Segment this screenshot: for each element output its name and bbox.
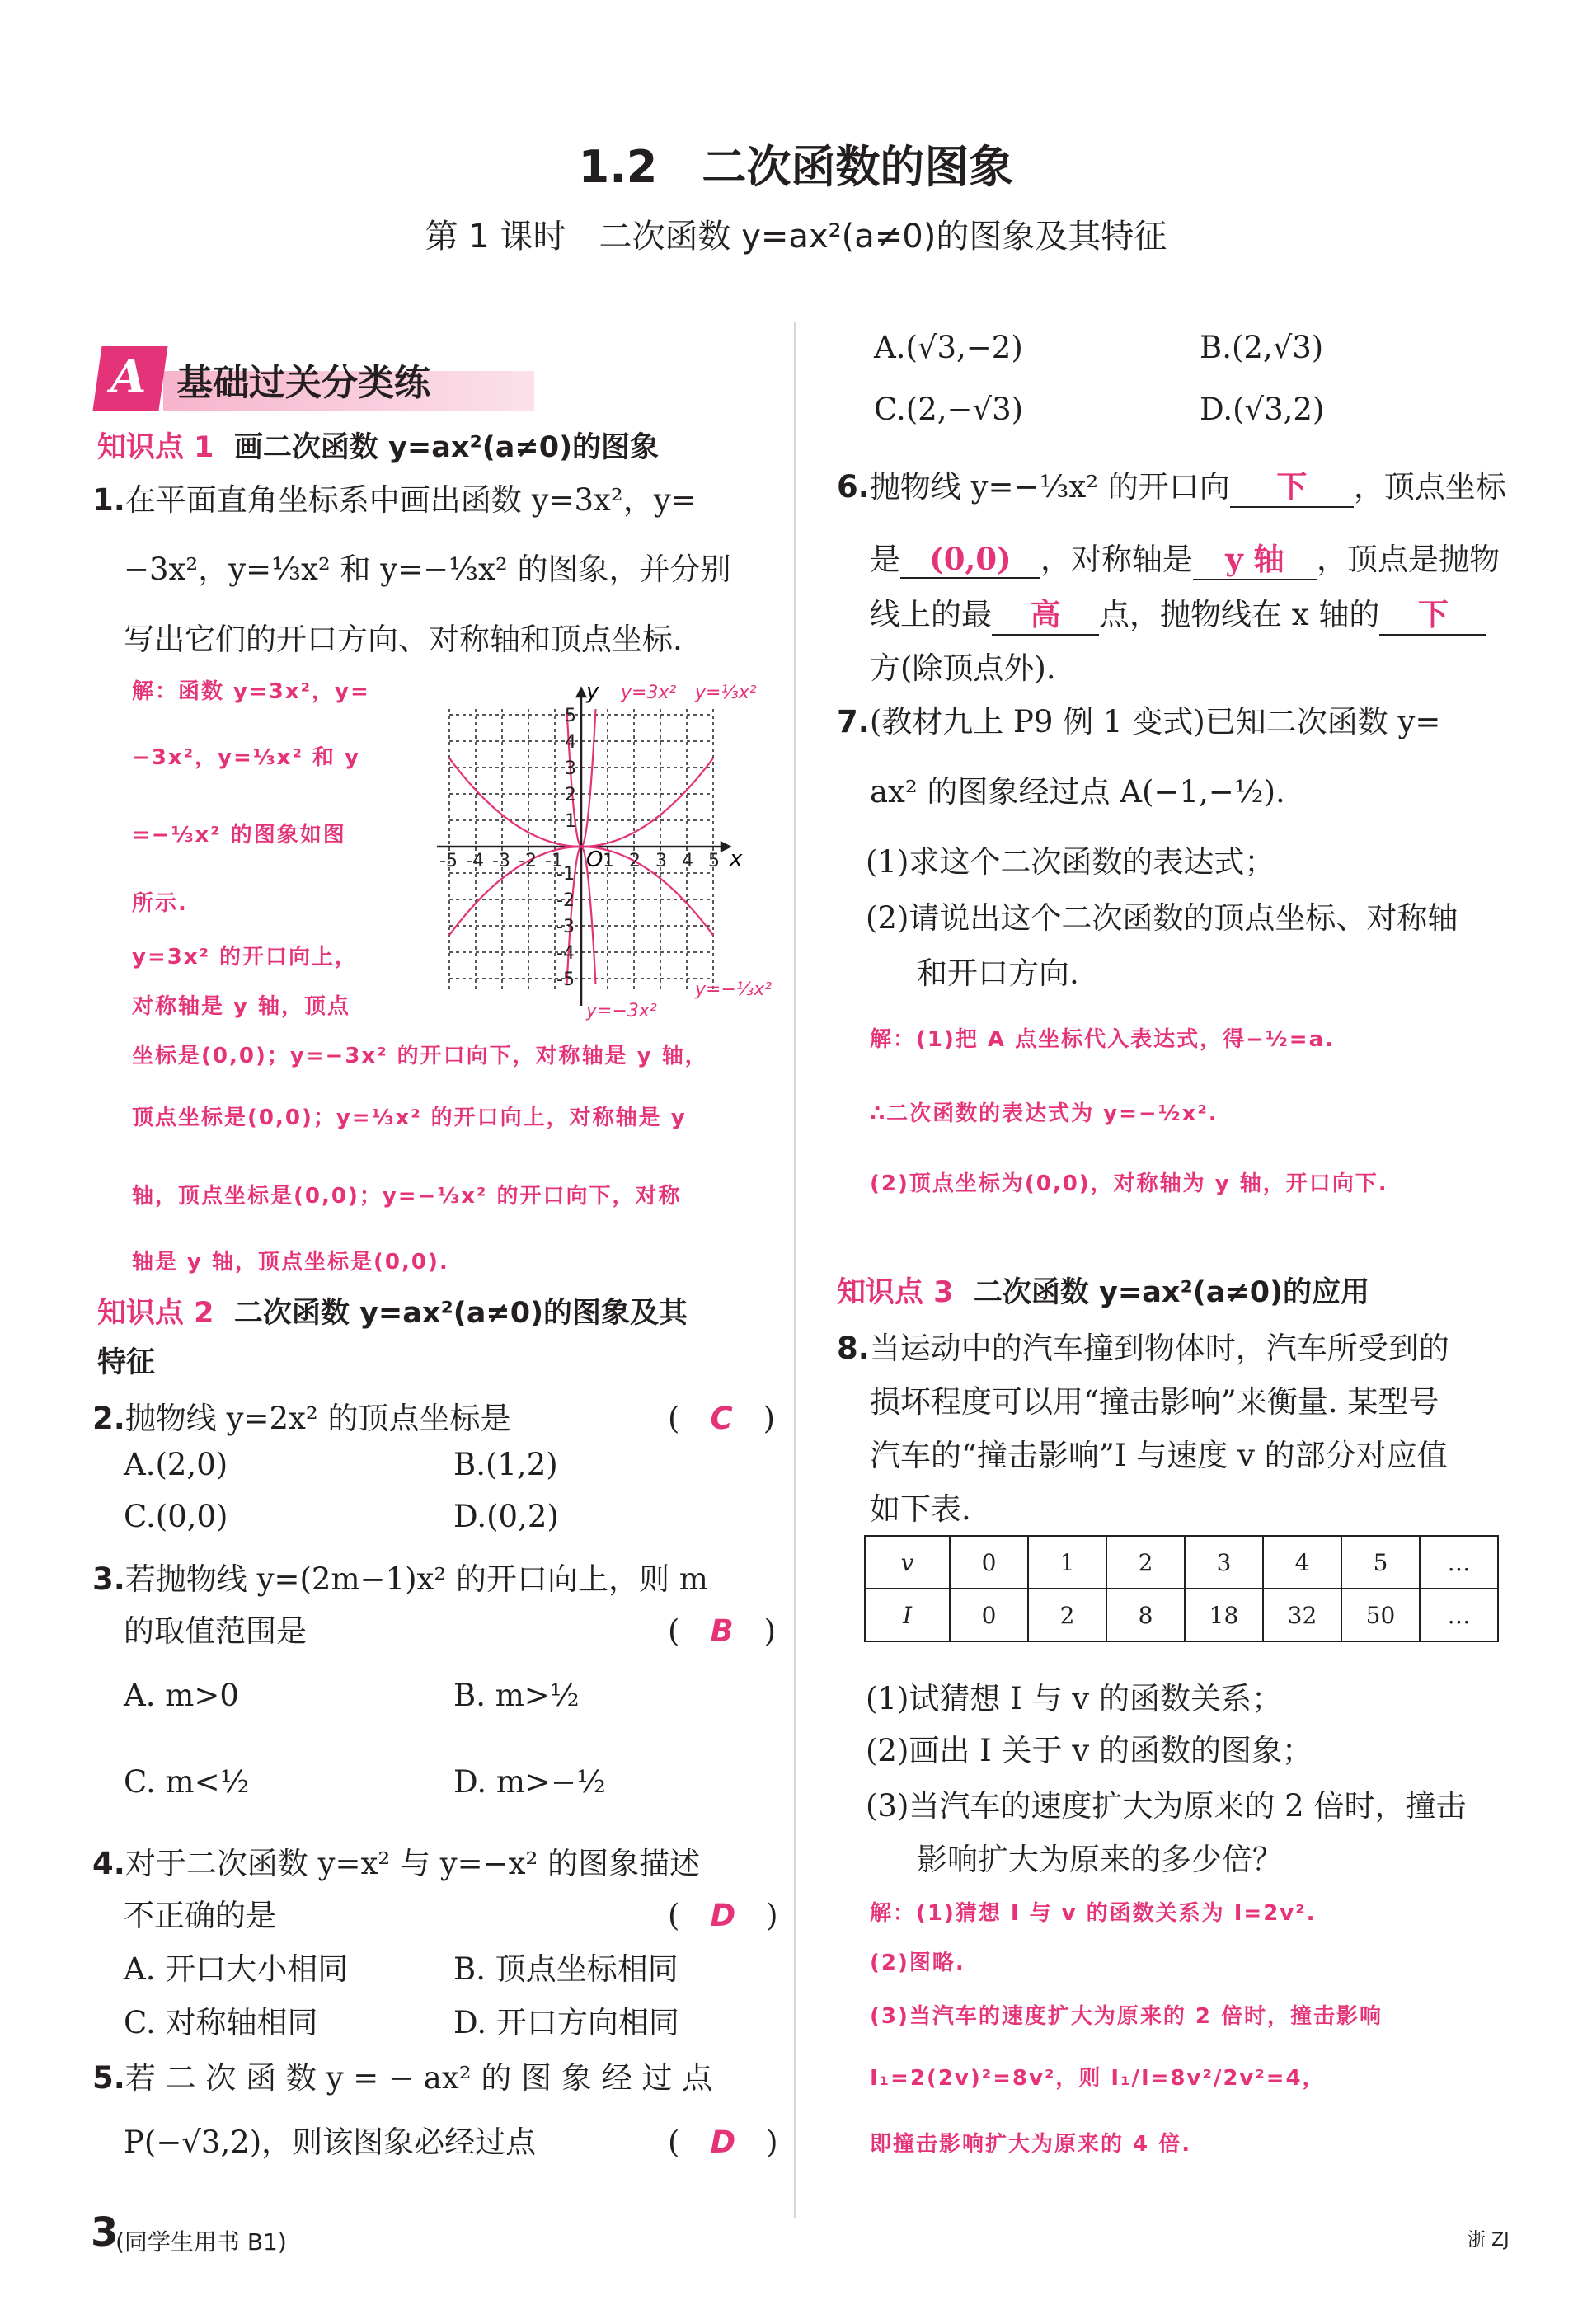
table-cell: 2 [1106, 1536, 1185, 1589]
question-2: 2.抛物线 y=2x² 的顶点坐标是 [92, 1401, 511, 1436]
question-5-answer: ( D ) [668, 2124, 778, 2160]
question-2-answer: ( C ) [668, 1401, 776, 1436]
question-1-line-1: 1.在平面直角坐标系中画出函数 y=3x²，y= [92, 482, 697, 518]
solution-1-line-3: =−⅓x² 的图象如图 [132, 823, 346, 847]
q5-option-d: D.(√3,2) [1200, 392, 1325, 427]
edition-label: 浙 ZJ [1468, 2230, 1510, 2251]
q4-option-c: C. 对称轴相同 [124, 2005, 318, 2040]
y-tick: -5 [556, 970, 575, 990]
table-cell: 1 [1028, 1536, 1106, 1589]
curve-label-3x2: y=3x² [621, 683, 677, 703]
table-cell: v [865, 1536, 950, 1589]
y-tick: 5 [565, 706, 576, 726]
banner-label: 基础过关分类练 [176, 362, 430, 404]
page-number: 3 [91, 2209, 119, 2256]
x-tick: 5 [708, 851, 720, 871]
section-banner [97, 346, 534, 411]
q4-option-d: D. 开口方向相同 [453, 2005, 679, 2040]
q2-option-c: C.(0,0) [124, 1499, 228, 1534]
solution-7-line-1: 解：(1)把 A 点坐标代入表达式，得−½=a. [870, 1027, 1335, 1052]
x-axis-label: x [730, 847, 743, 871]
solution-1-line-5: y=3x² 的开口向上， [132, 945, 359, 970]
question-3-line-2: 的取值范围是 [124, 1613, 307, 1649]
x-tick: -3 [492, 851, 510, 871]
q4-option-a: A. 开口大小相同 [124, 1951, 349, 1987]
question-8-line-4: 如下表. [870, 1491, 971, 1527]
q5-option-a: A.(√3,−2) [874, 330, 1023, 365]
table-cell: 5 [1341, 1536, 1420, 1589]
question-4-line-2: 不正确的是 [124, 1898, 276, 1933]
solution-1-line-4: 所示. [132, 891, 188, 916]
table-cell: 32 [1263, 1589, 1341, 1641]
solution-1-line-9: 轴，顶点坐标是(0,0)；y=−⅓x² 的开口向下，对称 [132, 1184, 682, 1209]
q2-option-a: A.(2,0) [124, 1447, 228, 1482]
solution-7-line-3: (2)顶点坐标为(0,0)，对称轴为 y 轴，开口向下. [870, 1171, 1388, 1196]
q2-option-d: D.(0,2) [453, 1499, 559, 1534]
solution-8-line-3: (3)当汽车的速度扩大为原来的 2 倍时，撞击影响 [870, 2004, 1383, 2029]
question-3: 3.若抛物线 y=(2m−1)x² 的开口向上，则 m [92, 1561, 708, 1597]
table-cell: … [1420, 1589, 1498, 1641]
curve-label-neg-third: y=−⅓x² [695, 979, 773, 1000]
question-1-line-2: −3x²，y=⅓x² 和 y=−⅓x² 的图象，并分别 [124, 552, 731, 587]
knowledge-point-2: 知识点 2 二次函数 y=ax²(a≠0)的图象及其 [97, 1297, 688, 1330]
solution-8-line-1: 解：(1)猜想 I 与 v 的函数关系为 I=2v². [870, 1901, 1317, 1926]
speed-impact-table [864, 1535, 1499, 1642]
table-cell: 4 [1263, 1536, 1341, 1589]
question-5: 5.若 二 次 函 数 y = − ax² 的 图 象 经 过 点 [92, 2060, 713, 2096]
knowledge-point-2-cont: 特征 [97, 1346, 156, 1379]
question-8-line-1: 8.当运动中的汽车撞到物体时，汽车所受到的 [837, 1331, 1449, 1366]
q3-option-a: A. m>0 [124, 1678, 239, 1713]
question-8-sub-2: (2)画出 I 关于 v 的函数的图象； [866, 1733, 1313, 1768]
solution-1-line-8: 顶点坐标是(0,0)；y=⅓x² 的开口向上，对称轴是 y [132, 1106, 687, 1130]
y-tick: 1 [565, 811, 576, 832]
q5-option-c: C.(2,−√3) [874, 392, 1024, 427]
q3-option-b: B. m>½ [453, 1678, 580, 1713]
column-divider [794, 322, 796, 2218]
lesson-subtitle: 第 1 课时 二次函数 y=ax²(a≠0)的图象及其特征 [425, 218, 1167, 256]
x-tick: 2 [629, 851, 641, 871]
q4-option-b: B. 顶点坐标相同 [453, 1951, 679, 1987]
x-axis-arrow [721, 843, 730, 851]
question-6-line-2: 是 (0,0) ，对称轴是 y 轴 ，顶点是抛物 [870, 534, 1500, 580]
question-1-line-3: 写出它们的开口方向、对称轴和顶点坐标. [124, 622, 683, 657]
question-7-sub-2: (2)请说出这个二次函数的顶点坐标、对称轴 [866, 900, 1458, 936]
solution-1-line-10: 轴是 y 轴，顶点坐标是(0,0). [132, 1250, 449, 1275]
question-7-sub-2b: 和开口方向. [917, 955, 1079, 991]
y-tick: 3 [565, 758, 576, 779]
q3-option-d: D. m>−½ [453, 1764, 606, 1800]
table-cell: 18 [1185, 1589, 1263, 1641]
solution-1-line-7: 坐标是(0,0)；y=−3x² 的开口向下，对称轴是 y 轴， [132, 1044, 708, 1068]
x-tick: -1 [545, 851, 563, 871]
table-cell: 50 [1341, 1589, 1420, 1641]
y-tick: -2 [556, 890, 575, 911]
y-tick: 2 [565, 785, 576, 805]
book-reference: (同学生用书 B1) [115, 2228, 287, 2256]
y-tick: -1 [556, 864, 575, 885]
x-tick: 3 [655, 851, 667, 871]
table-cell: I [865, 1589, 950, 1641]
parabola-graph [433, 672, 787, 1026]
question-8-line-2: 损坏程度可以用“撞击影响”来衡量. 某型号 [870, 1384, 1439, 1420]
table-cell: 0 [950, 1536, 1028, 1589]
question-8-sub-1: (1)试猜想 I 与 v 的函数关系； [866, 1681, 1282, 1716]
x-tick: -2 [519, 851, 537, 871]
solution-1-line-6: 对称轴是 y 轴，顶点 [132, 994, 351, 1019]
q3-option-c: C. m<½ [124, 1764, 250, 1800]
curve-label-neg3x2: y=−3x² [586, 1001, 657, 1021]
x-tick: -4 [466, 851, 484, 871]
origin-label: O [586, 847, 603, 872]
question-8-sub-3: (3)当汽车的速度扩大为原来的 2 倍时，撞击 [866, 1788, 1467, 1824]
question-7-sub-1: (1)求这个二次函数的表达式； [866, 844, 1275, 880]
question-3-answer: ( B ) [668, 1613, 777, 1649]
curve-label-third: y=⅓x² [695, 683, 757, 703]
table-row [865, 1536, 1498, 1589]
solution-7-line-2: ∴二次函数的表达式为 y=−½x². [870, 1101, 1219, 1126]
table-cell: 0 [950, 1589, 1028, 1641]
table-cell: 2 [1028, 1589, 1106, 1641]
section-title: 1.2 二次函数的图象 [578, 141, 1014, 193]
x-tick: 1 [603, 851, 614, 871]
question-5-line-2: P(−√3,2)，则该图象必经过点 [124, 2124, 537, 2160]
table-cell: 8 [1106, 1589, 1185, 1641]
y-axis-label: y [586, 679, 599, 704]
solution-8-line-4: I₁=2(2v)²=8v²，则 I₁/I=8v²/2v²=4， [870, 2066, 1326, 2091]
solution-8-line-2: (2)图略. [870, 1951, 965, 1975]
question-8-line-3: 汽车的“撞击影响”I 与速度 v 的部分对应值 [870, 1438, 1448, 1473]
question-4-answer: ( D ) [668, 1898, 778, 1933]
solution-1-line-2: −3x²，y=⅓x² 和 y [132, 745, 360, 770]
table-row [865, 1589, 1498, 1641]
y-tick: -3 [556, 917, 575, 937]
solution-1-line-1: 解：函数 y=3x²，y= [132, 679, 370, 704]
knowledge-point-3: 知识点 3 二次函数 y=ax²(a≠0)的应用 [837, 1276, 1370, 1309]
y-tick: -4 [556, 943, 575, 964]
x-tick: -5 [439, 851, 458, 871]
x-tick: 4 [682, 851, 693, 871]
question-8-sub-3b: 影响扩大为原来的多少倍？ [917, 1842, 1283, 1877]
q2-option-b: B.(1,2) [453, 1447, 558, 1482]
table-cell: 3 [1185, 1536, 1263, 1589]
question-6-line-1: 6.抛物线 y=−⅓x² 的开口向 下 ，顶点坐标 [837, 462, 1506, 508]
q5-option-b: B.(2,√3) [1200, 330, 1324, 365]
table-cell: … [1420, 1536, 1498, 1589]
y-axis-arrow [577, 688, 585, 697]
question-6-line-4: 方(除顶点外). [870, 650, 1056, 686]
question-4: 4.对于二次函数 y=x² 与 y=−x² 的图象描述 [92, 1846, 701, 1881]
question-6-line-3: 线上的最 高 点，抛物线在 x 轴的 下 [870, 589, 1486, 636]
banner-letter: A [110, 350, 147, 404]
knowledge-point-1: 知识点 1 画二次函数 y=ax²(a≠0)的图象 [97, 431, 660, 464]
solution-8-line-5: 即撞击影响扩大为原来的 4 倍. [870, 2132, 1192, 2157]
question-7-line-2: ax² 的图象经过点 A(−1,−½). [870, 774, 1285, 810]
question-7-line-1: 7.(教材九上 P9 例 1 变式)已知二次函数 y= [837, 704, 1441, 739]
y-tick: 4 [565, 732, 576, 753]
